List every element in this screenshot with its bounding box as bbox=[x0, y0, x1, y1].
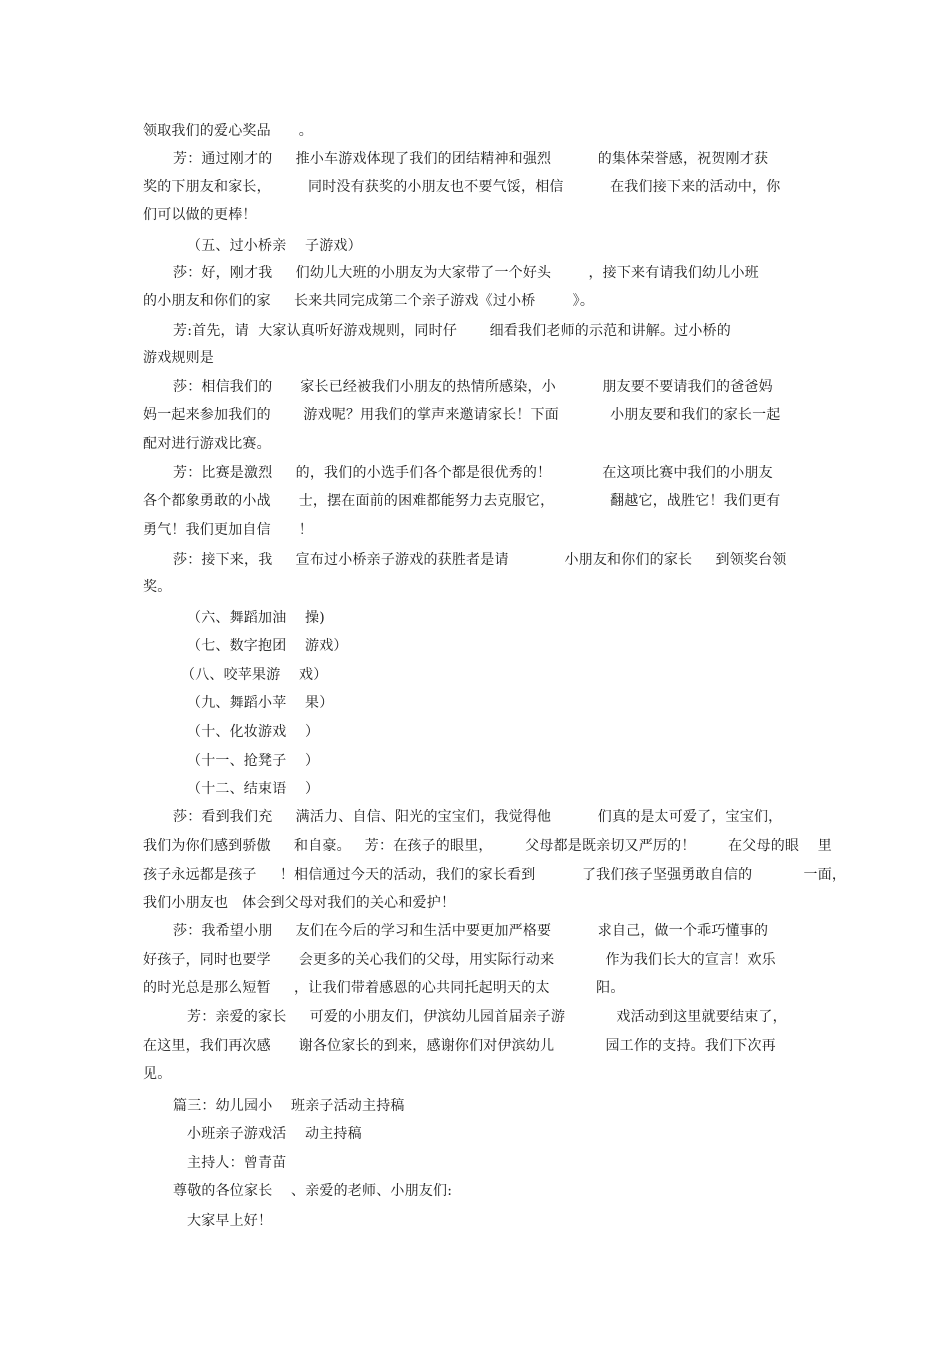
text-line: 的小朋友和你们的家 长来共同完成第二个亲子游戏《过小桥 》。 bbox=[143, 293, 595, 309]
text-line: （五、过小桥亲 子游戏） bbox=[187, 238, 362, 254]
text-line: 的时光总是那么短暂 ，让我们带着感恩的心共同托起明天的太 阳。 bbox=[143, 980, 625, 996]
text-line: 奖。 bbox=[143, 579, 172, 595]
text-line: （八、咬苹果游 戏） bbox=[181, 667, 328, 683]
text-line: （十、化妆游戏 ） bbox=[187, 724, 320, 740]
text-line: 莎：看到我们充 满活力、自信、阳光的宝宝们，我觉得他 们真的是太可爱了，宝宝们， bbox=[173, 809, 783, 825]
text-line: 妈一起来参加我们的 游戏呢？用我们的掌声来邀请家长！下面 小朋友要和我们的家长一起 bbox=[143, 407, 781, 423]
text-line: 芳:首先，请 大家认真听好游戏规则，同时仔 细看我们老师的示范和讲解。过小桥的 bbox=[173, 323, 731, 339]
text-line: 游戏规则是 bbox=[143, 350, 214, 366]
text-line: 莎：我希望小朋 友们在今后的学习和生活中要更加严格要 求自己，做一个乖巧懂事的 bbox=[173, 923, 769, 939]
text-line: 芳：通过刚才的 推小车游戏体现了我们的团结精神和强烈 的集体荣誉感，祝贺刚才获 bbox=[173, 151, 769, 167]
text-line: （九、舞蹈小苹 果） bbox=[187, 695, 334, 711]
text-line: 奖的下朋友和家长， 同时没有获奖的小朋友也不要气馁，相信 在我们接下来的活动中，你 bbox=[143, 179, 781, 195]
text-line: 勇气！我们更加自信 ！ bbox=[143, 522, 313, 538]
text-line: 莎：好，刚才我 们幼儿大班的小朋友为大家带了一个好头 ，接下来有请我们幼儿小班 bbox=[173, 265, 759, 281]
text-line: 们可以做的更棒！ bbox=[143, 207, 257, 223]
text-line: 芳：亲爱的家长 可爱的小朋友们，伊滨幼儿园首届亲子游 戏活动到这里就要结束了， bbox=[187, 1009, 787, 1025]
text-line: （七、数字抱团 游戏） bbox=[187, 638, 348, 654]
text-line: 我们小朋友也 体会到父母对我们的关心和爱护！ bbox=[143, 895, 456, 911]
text-line: 孩子永远都是孩子 ！相信通过今天的活动，我们的家长看到 了我们孩子坚强勇敢自信的 一面， bbox=[143, 867, 847, 883]
text-line: 我们为你们感到骄傲 和自豪。 芳：在孩子的眼里， 父母都是既亲切又严厉的！ 在父母的眼 里 bbox=[143, 838, 832, 854]
text-line: 篇三：幼儿园小 班亲子活动主持稿 bbox=[173, 1098, 405, 1114]
text-line: 大家早上好！ bbox=[187, 1213, 273, 1229]
text-line: 领取我们的爱心奖品 。 bbox=[143, 123, 313, 139]
text-line: 在这里，我们再次感 谢各位家长的到来，感谢你们对伊滨幼儿 园工作的支持。我们下次再 bbox=[143, 1038, 776, 1054]
text-line: 配对进行游戏比赛。 bbox=[143, 436, 271, 452]
text-line: （六、舞蹈加油 操) bbox=[187, 610, 325, 626]
text-line: 见。 bbox=[143, 1066, 172, 1082]
text-line: 各个都象勇敢的小战 士，摆在面前的困难都能努力去克服它， 翻越它，战胜它！我们更有 bbox=[143, 493, 781, 509]
text-line: 尊敬的各位家长 、亲爱的老师、小朋友们: bbox=[173, 1183, 453, 1199]
text-line: （十一、抢凳子 ） bbox=[187, 753, 320, 769]
text-line: 小班亲子游戏活 动主持稿 bbox=[187, 1126, 362, 1142]
text-line: 莎：相信我们的 家长已经被我们小朋友的热情所感染，小 朋友要不要请我们的爸爸妈 bbox=[173, 379, 773, 395]
text-line: 芳：比赛是激烈 的，我们的小选手们各个都是很优秀的！ 在这项比赛中我们的小朋友 bbox=[173, 465, 773, 481]
text-line: 主持人：曾青苗 bbox=[187, 1155, 287, 1171]
text-line: 好孩子，同时也要学 会更多的关心我们的父母，用实际行动来 作为我们长大的宣言！欢乐 bbox=[143, 952, 776, 968]
text-line: （十二、结束语 ） bbox=[187, 781, 320, 797]
text-line: 莎：接下来，我 宣布过小桥亲子游戏的获胜者是请 小朋友和你们的家长 到领奖台领 bbox=[173, 552, 787, 568]
